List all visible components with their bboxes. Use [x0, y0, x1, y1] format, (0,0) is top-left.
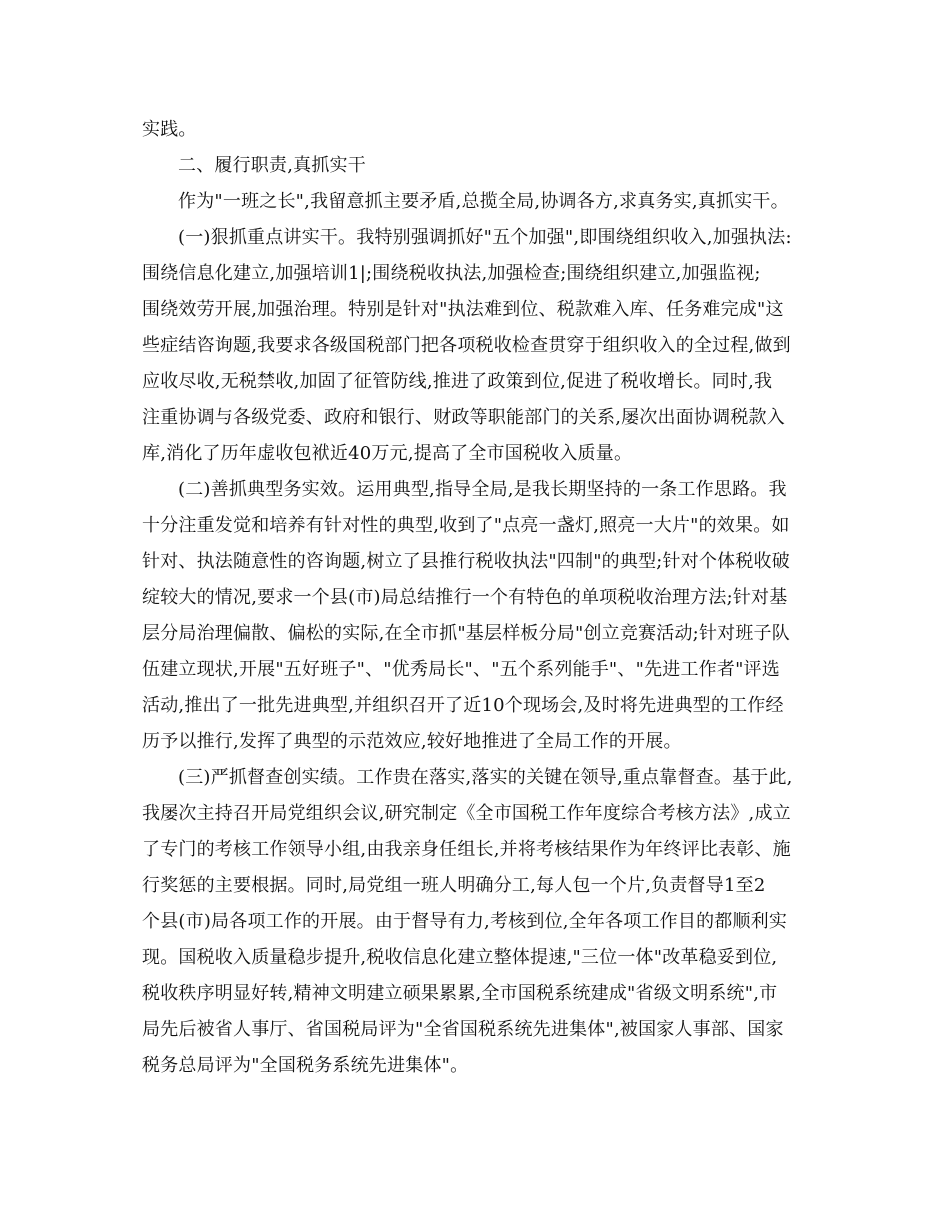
- text-line: 层分局治理偏散、偏松的实际,在全市抓"基层样板分局"创立竞赛活动;针对班子队: [142, 623, 790, 644]
- paragraph-start: (一)狠抓重点讲实干。我特别强调抓好"五个加强",即围绕组织收入,加强执法:: [178, 227, 792, 248]
- text-line: 税务总局评为"全国税务系统先进集体"。: [142, 1055, 469, 1076]
- text-line: 我屡次主持召开局党组织会议,研究制定《全市国税工作年度综合考核方法》,成立: [142, 803, 791, 824]
- text-line: 个县(市)局各项工作的开展。由于督导有力,考核到位,全年各项工作目的都顺利实: [142, 911, 788, 932]
- text-line: 绽较大的情况,要求一个县(市)局总结推行一个有特色的单项税收治理方法;针对基: [142, 587, 788, 608]
- text-line: 局先后被省人事厅、省国税局评为"全省国税系统先进集体",被国家人事部、国家: [142, 1019, 784, 1040]
- section-heading: 二、履行职责,真抓实干: [178, 155, 366, 176]
- paragraph-start: (三)严抓督查创实绩。工作贵在落实,落实的关键在领导,重点靠督查。基于此,: [178, 767, 793, 788]
- text-line: 作为"一班之长",我留意抓主要矛盾,总揽全局,协调各方,求真务实,真抓实干。: [178, 191, 789, 212]
- text-line: 围绕效劳开展,加强治理。特别是针对"执法难到位、税款难入库、任务难完成"这: [142, 299, 784, 320]
- text-line: 行奖惩的主要根据。同时,局党组一班人明确分工,每人包一个片,负责督导1至2: [142, 875, 766, 896]
- text-line: 围绕信息化建立,加强培训1|;围绕税收执法,加强检查;围绕组织建立,加强监视;: [142, 263, 761, 284]
- text-line: 应收尽收,无税禁收,加固了征管防线,推进了政策到位,促进了税收增长。同时,我: [142, 371, 773, 392]
- text-line: 现。国税收入质量稳步提升,税收信息化建立整体提速,"三位一体"改革稳妥到位,: [142, 947, 778, 968]
- text-line: 税收秩序明显好转,精神文明建立硕果累累,全市国税系统建成"省级文明系统",市: [142, 983, 778, 1004]
- text-line: 针对、执法随意性的咨询题,树立了县推行税收执法"四制"的典型;针对个体税收破: [142, 551, 790, 572]
- text-line: 了专门的考核工作领导小组,由我亲身任组长,并将考核结果作为年终评比表彰、施: [142, 839, 791, 860]
- text-line: 实践。: [142, 119, 197, 140]
- text-line: 活动,推出了一批先进典型,并组织召开了近10个现场会,及时将先进典型的工作经: [142, 695, 784, 716]
- text-line: 些症结咨询题,我要求各级国税部门把各项税收检查贯穿于组织收入的全过程,做到: [142, 335, 791, 356]
- text-line: 十分注重发觉和培养有针对性的典型,收到了"点亮一盏灯,照亮一大片"的效果。如: [142, 515, 790, 536]
- text-line: 历予以推行,发挥了典型的示范效应,较好地推进了全局工作的开展。: [142, 731, 682, 752]
- paragraph-start: (二)善抓典型务实效。运用典型,指导全局,是我长期坚持的一条工作思路。我: [178, 479, 787, 500]
- text-line: 库,消化了历年虚收包袱近40万元,提高了全市国税收入质量。: [142, 443, 633, 464]
- text-line: 伍建立现状,开展"五好班子"、"优秀局长"、"五个系列能手"、"先进工作者"评选: [142, 659, 780, 680]
- text-line: 注重协调与各级党委、政府和银行、财政等职能部门的关系,屡次出面协调税款入: [142, 407, 785, 428]
